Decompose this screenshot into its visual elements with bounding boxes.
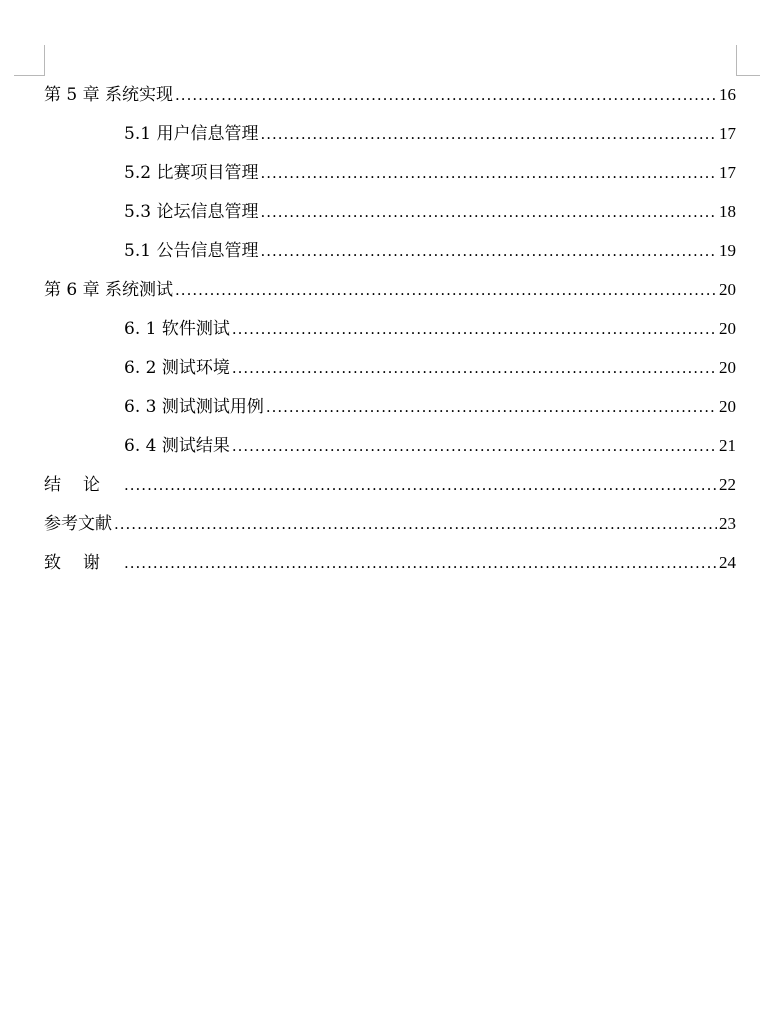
toc-entry-6-3[interactable] [44, 392, 736, 431]
toc-entry-title: 6. 2 测试环境 [124, 358, 230, 378]
dot-leader [175, 275, 717, 305]
dot-leader [260, 197, 717, 227]
toc-page-number: 22 [719, 475, 736, 494]
toc-page-number: 18 [719, 202, 736, 221]
toc-entry-5-1[interactable] [44, 119, 736, 158]
toc-page-number: 20 [719, 280, 736, 299]
toc-entry-chapter-6[interactable] [44, 275, 736, 314]
dot-leader [114, 509, 717, 539]
dot-leader [124, 548, 717, 578]
toc-entry-title: 6. 1 软件测试 [124, 319, 230, 339]
toc-entry-title: 6. 3 测试测试用例 [124, 397, 264, 417]
toc-entry-title: 5.3 论坛信息管理 [124, 202, 259, 222]
dot-leader [232, 353, 717, 383]
toc-entry-title: 5.2 比赛项目管理 [124, 163, 259, 183]
toc-entry-6-4[interactable] [44, 431, 736, 470]
toc-entry-title: 第 6 章 系统测试 [44, 280, 174, 300]
dot-leader [232, 431, 717, 461]
toc-entry-acknowledgements[interactable] [44, 548, 736, 587]
dot-leader [260, 119, 717, 149]
dot-leader [260, 158, 717, 188]
dot-leader [124, 470, 717, 500]
toc-entry-title: 5.1 公告信息管理 [124, 241, 259, 261]
toc-page-number: 20 [719, 358, 736, 377]
dot-leader [266, 392, 717, 422]
toc-page-number: 16 [719, 85, 736, 104]
toc-page-number: 23 [719, 514, 736, 533]
toc-entry-5-1-announcement[interactable] [44, 236, 736, 275]
toc-page-number: 21 [719, 436, 736, 455]
toc-entry-conclusion[interactable] [44, 470, 736, 509]
dot-leader [175, 80, 717, 110]
toc-entry-title: 第 5 章 系统实现 [44, 85, 174, 105]
dot-leader [260, 236, 717, 266]
margin-corner-top-left [14, 45, 45, 76]
toc-entry-5-3[interactable] [44, 197, 736, 236]
toc-page-number: 17 [719, 163, 736, 182]
toc-entry-title: 结论 [44, 475, 122, 495]
toc-entry-6-1[interactable] [44, 314, 736, 353]
toc-page-number: 20 [719, 319, 736, 338]
toc-entry-title: 参考文献 [44, 514, 112, 534]
toc-entry-title: 致谢 [44, 553, 122, 573]
toc-page-number: 24 [719, 553, 736, 572]
toc-entry-references[interactable] [44, 509, 736, 548]
toc-entry-6-2[interactable] [44, 353, 736, 392]
margin-corner-top-right [736, 45, 760, 76]
dot-leader [232, 314, 717, 344]
toc-page-number: 20 [719, 397, 736, 416]
toc-entry-title: 6. 4 测试结果 [124, 436, 230, 456]
toc-entry-title: 5.1 用户信息管理 [124, 124, 259, 144]
toc-entry-chapter-5[interactable] [44, 80, 736, 119]
toc-entry-5-2[interactable] [44, 158, 736, 197]
toc-page-number: 17 [719, 124, 736, 143]
toc-page-number: 19 [719, 241, 736, 260]
table-of-contents [44, 80, 736, 587]
